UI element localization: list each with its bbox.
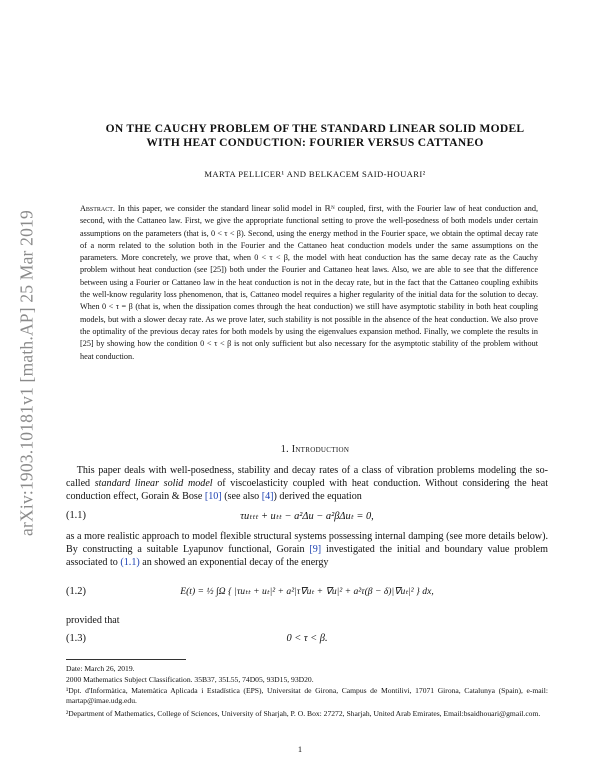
intro-text: investigated the initial and boundary value problem associated to bbox=[66, 544, 549, 569]
intro-text: as a more realistic approach to model flexible structural systems possessing internal damping (see more details below). By constructing a suitable Lyapunov functional, Gorain bbox=[66, 531, 548, 556]
intro-text: an showed an exponential decay of the energy bbox=[139, 557, 329, 569]
equation-1-1 bbox=[66, 510, 548, 526]
footnote-affiliation-2: ²Department of Mathematics, College of Sciences, University of Sharjah, P. O. Box: 27272, Sharjah, United Arab Emirates, Email:bsaidhouari@gmail.com. bbox=[66, 709, 541, 718]
equation-body: E(t) = ½ ∫Ω { |τuₜₜ + uₜ|² + a²|τ∇uₜ + ∇u|² + a²τ(β − δ)|∇uₜ|² } dx, bbox=[180, 586, 434, 597]
equation-1-3 bbox=[66, 633, 548, 649]
equation-number: (1.1) bbox=[66, 510, 86, 521]
intro-text: of viscoelasticity coupled with heat conduction. Without considering the heat conduction effect, Gorain & Bose bbox=[66, 478, 549, 503]
footnote-msc: 2000 Mathematics Subject Classification. 35B37, 35L55, 74D05, 93D15, 93D20. bbox=[66, 675, 314, 684]
citation-link[interactable]: [9] bbox=[309, 544, 322, 556]
page-number: 1 bbox=[297, 744, 303, 754]
paper-title bbox=[60, 122, 570, 150]
provided-text: provided that bbox=[66, 615, 120, 626]
intro-emphasis: standard linear solid model bbox=[94, 478, 213, 490]
section-heading: 1. Introduction bbox=[280, 444, 350, 455]
equation-number: (1.3) bbox=[66, 633, 86, 644]
citation-link[interactable]: [4] bbox=[261, 491, 274, 503]
equation-1-2 bbox=[66, 586, 548, 602]
intro-paragraph-1 bbox=[66, 464, 548, 504]
intro-text: ) derived the equation bbox=[273, 491, 362, 503]
title-line-1: ON THE CAUCHY PROBLEM OF THE STANDARD LINEAR SOLID MODEL bbox=[105, 123, 525, 135]
intro-text: This paper deals with well-posedness, stability and decay rates of a class of vibration problems modeling the so-called bbox=[66, 465, 548, 490]
abstract-label: Abstract. bbox=[80, 204, 115, 213]
equation-body: τuₜₜₜ + uₜₜ − a²Δu − a²βΔuₜ = 0, bbox=[240, 511, 374, 522]
arxiv-identifier: arXiv:1903.10181v1 [math.AP] 25 Mar 2019 bbox=[16, 209, 37, 536]
abstract-text: In this paper, we consider the standard linear solid model in ℝᴺ coupled, first, with the Fourier law of heat conduction and, second, with the Cattaneo law. First, we give the appropriate functional setting to prove the well-posedness of both models under certain assumptions on the parameters (that is, 0 < τ < β). Second, using the energy method in the Fourier space, we obtain the optimal decay rate of a norm related to the solution both in the Fourier and the Cattaneo heat conduction models under the same assumptions on the parameters. More concretely, we prove that, when 0 < τ < β, the model with heat conduction has the same decay rate as the Cauchy problem without heat conduction (see [25]) both under the Fourier and Cattaneo heat laws. Also, we are able to see that the difference between using a Fourier or Cattaneo law in the heat conduction is not in the decay rate, but in the fact that the Cattaneo coupling exhibits the well-know regularity loss phenomenon, that is, Cattaneo model requires a higher regularity of the initial data for the solution to decay. When 0 < τ = β (that is, when the dissipation comes through the heat conduction) we still have asymptotic stability in both heat coupling models, but with a slower decay rate. As we prove later, such stability is not possible in the absence of the heat conduction. We also prove the optimality of the previous decay rates for both models by using the eigenvalues expansion method. Finally, we complete the results in [25] by showing how the condition 0 < τ < β is not only sufficient but also necessary for the asymptotic stability of the problem without heat conduction. bbox=[80, 204, 538, 361]
author-line: MARTA PELLICER¹ AND BELKACEM SAID-HOUARI² bbox=[204, 169, 426, 179]
equation-number: (1.2) bbox=[66, 586, 86, 597]
footnote-date: Date: March 26, 2019. bbox=[66, 664, 135, 673]
abstract bbox=[80, 203, 538, 363]
title-line-2: WITH HEAT CONDUCTION: FOURIER VERSUS CATTANEO bbox=[146, 137, 484, 149]
arxiv-side-label bbox=[14, 175, 40, 570]
equation-link[interactable]: (1.1) bbox=[120, 557, 140, 569]
intro-paragraph-2 bbox=[66, 530, 548, 570]
equation-body: 0 < τ < β. bbox=[286, 633, 328, 644]
citation-link[interactable]: [10] bbox=[204, 491, 222, 503]
intro-text: (see also bbox=[221, 491, 262, 503]
footnote-affiliation-1: ¹Dpt. d'Informàtica, Matemàtica Aplicada i Estadística (EPS), Universitat de Girona, Campus de Montilivi, 17071 Girona, Catalunya (Spain), e-mail: martap@imae.udg.edu. bbox=[66, 686, 548, 706]
footnote-divider bbox=[66, 659, 186, 660]
